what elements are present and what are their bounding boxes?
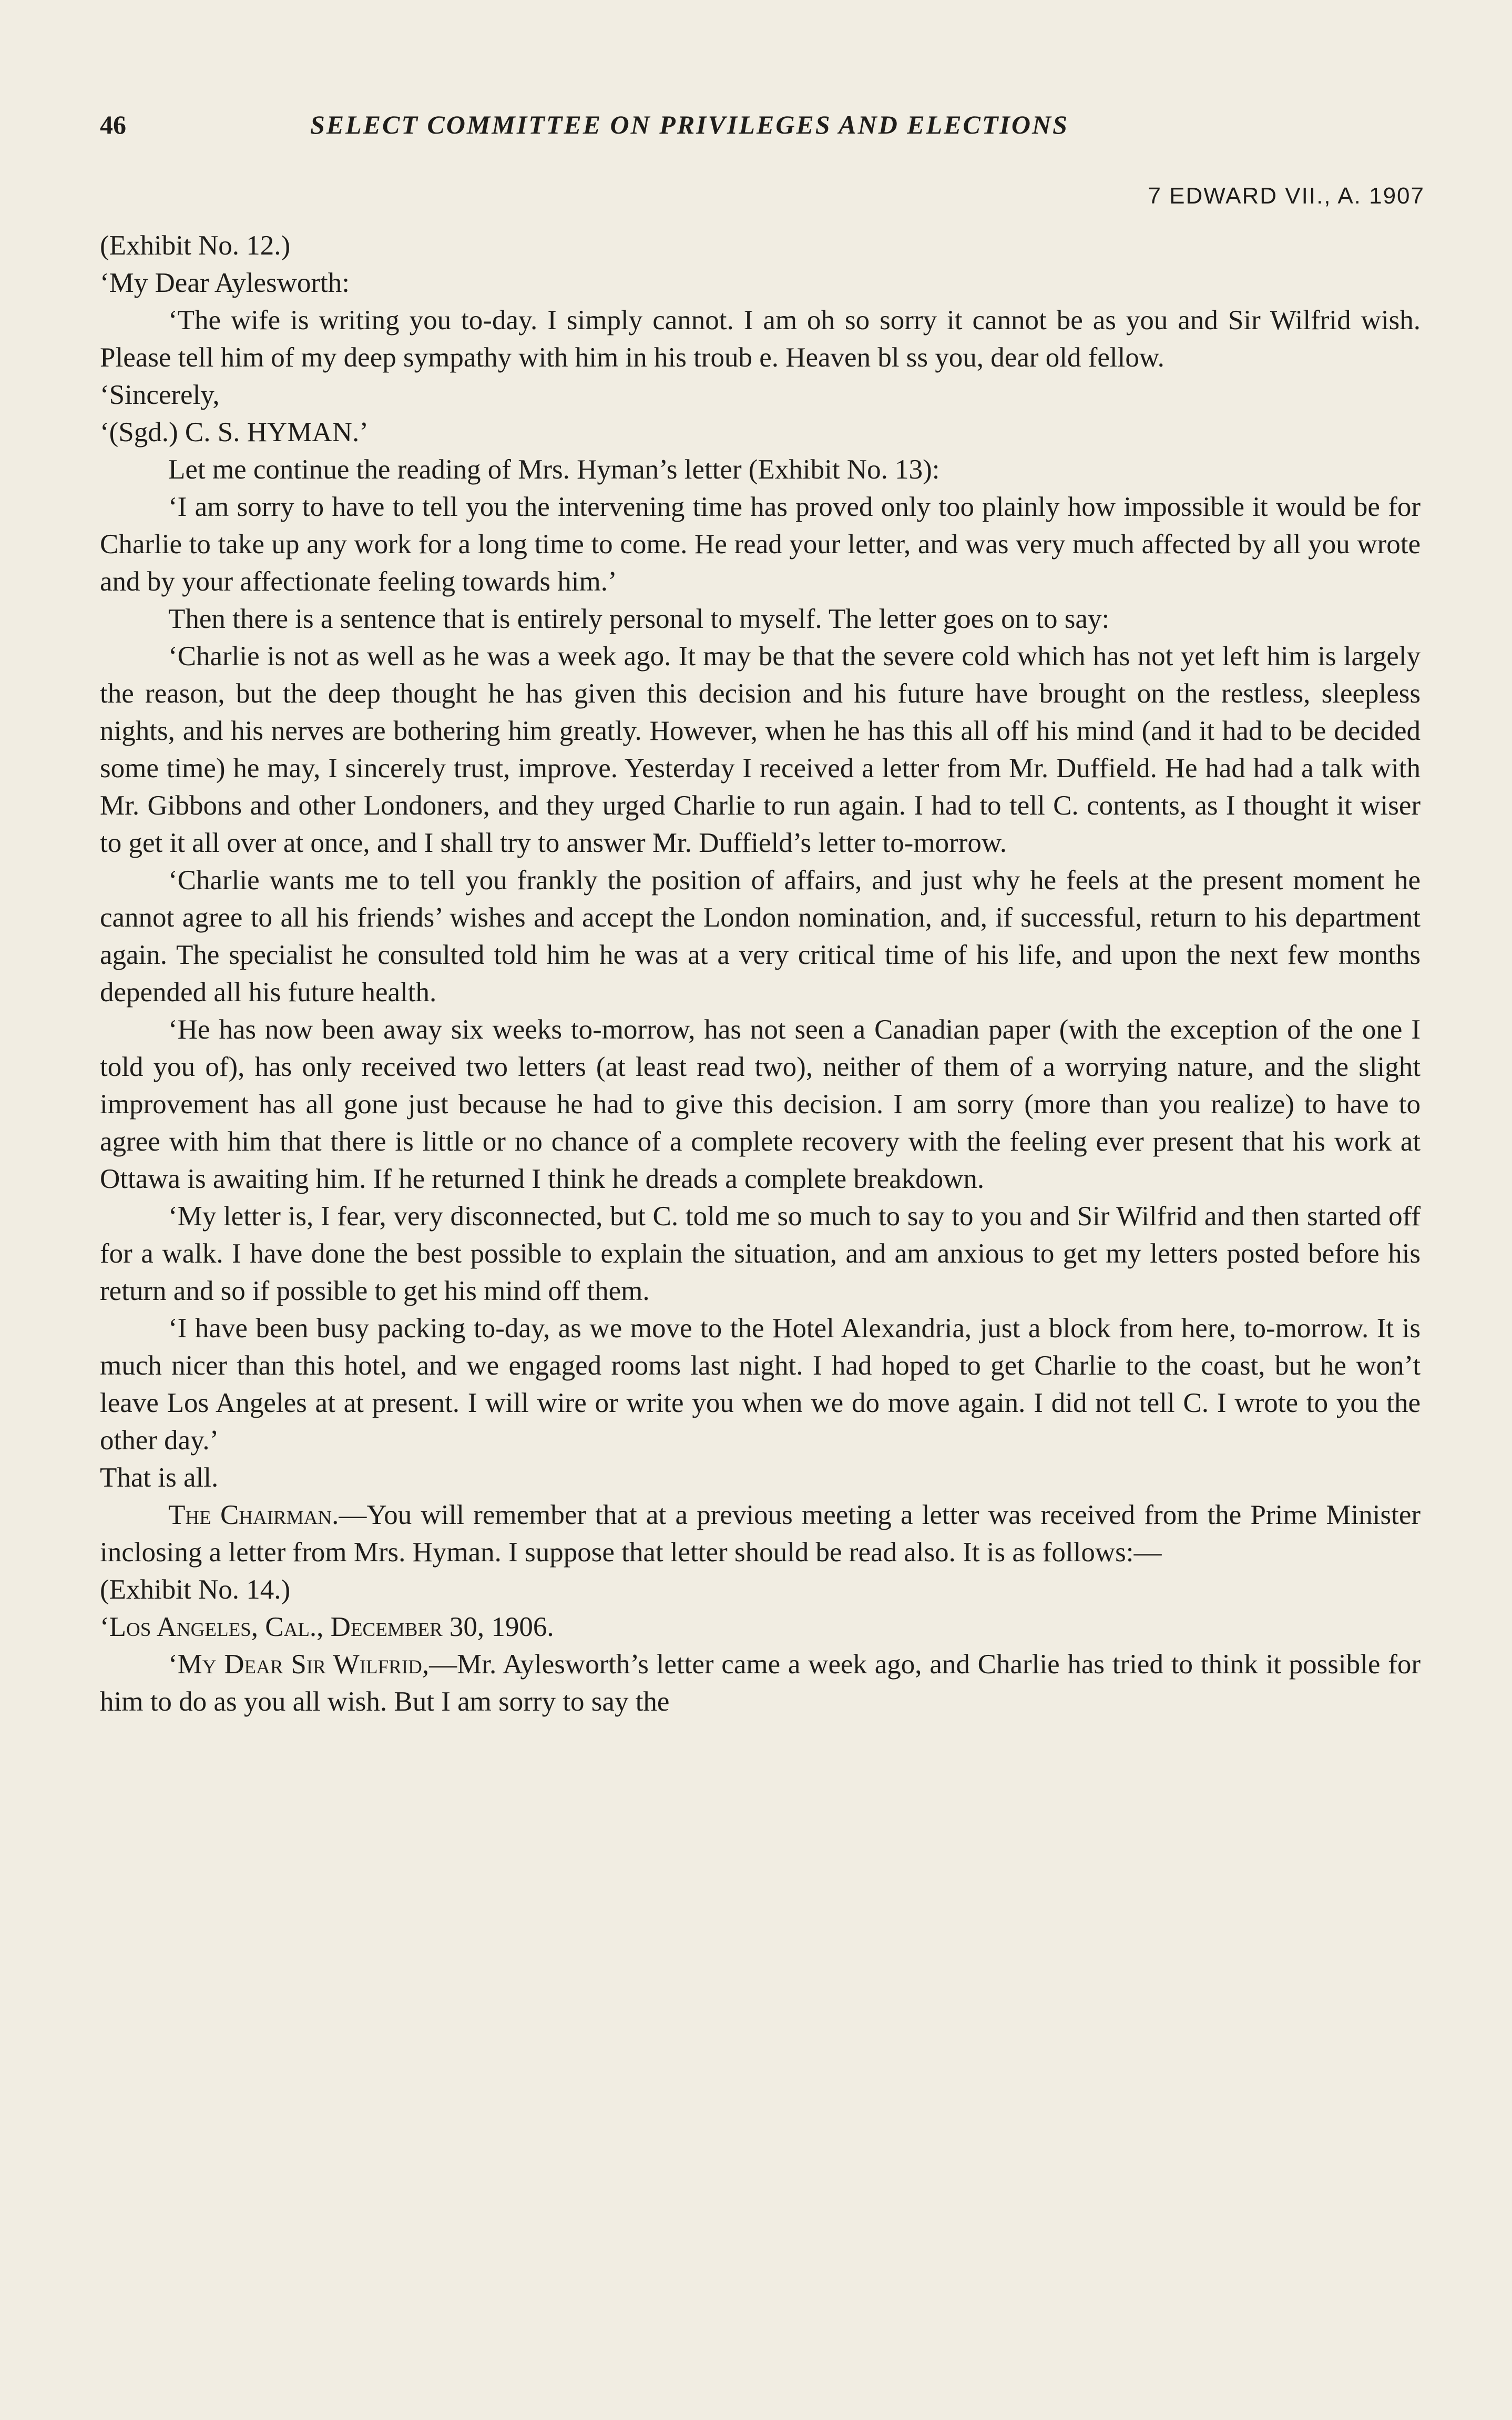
body-paragraph: That is all.: [100, 1462, 219, 1493]
running-title: SELECT COMMITTEE ON PRIVILEGES AND ELECTIONS: [310, 110, 1069, 139]
document-body: [100, 227, 1421, 1721]
body-paragraph: Then there is a sentence that is entirely personal to myself. The letter goes on to say:: [168, 604, 1110, 634]
quoted-paragraph: ‘I have been busy packing to-day, as we move to the Hotel Alexandria, just a block from here, to-morrow. It is much nicer than this hotel, and we engaged rooms last night. I had hoped to get Charlie to the coast, but he won’t leave Los Angeles at at present. I will wire or write you when we do move again. I did not tell C. I wrote to you the other day.’: [100, 1313, 1421, 1456]
quoted-paragraph: ‘My letter is, I fear, very disconnected, but C. told me so much to say to you and Sir Wilfrid and then started off for a walk. I have done the best possible to explain the situation, and am anxious to get my letters posted before his return and so if possible to get his mind off them.: [100, 1201, 1421, 1306]
page-number: 46: [100, 110, 126, 139]
chairman-remarks: —You will remember that at a previous meeting a letter was received from the Prime Minister inclosing a letter from Mrs. Hyman. I suppose that letter should be read also. It is as follows:—: [100, 1500, 1421, 1568]
letter-closing: ‘Sincerely,: [100, 380, 220, 410]
quoted-paragraph: ‘Charlie wants me to tell you frankly the position of affairs, and just why he feels at the present moment he cannot agree to all his friends’ wishes and accept the London nomination, and, if successful, return to his department again. The specialist he consulted told him he was at a very critical time of his life, and upon the next few months depended all his future health.: [100, 865, 1421, 1008]
exhibit-12-heading: (Exhibit No. 12.): [100, 230, 291, 261]
chairman-paragraph: [100, 1497, 1421, 1571]
edition-line: 7 EDWARD VII., A. 1907: [1148, 183, 1425, 209]
letter-signature: ‘(Sgd.) C. S. HYMAN.’: [100, 417, 369, 448]
letter-dateline: ‘Los Angeles, Cal., December 30, 1906.: [100, 1612, 554, 1642]
letter-salutation: ‘My Dear Sir Wilfrid,: [168, 1649, 430, 1680]
page-header: [100, 109, 1425, 209]
body-paragraph: Let me continue the reading of Mrs. Hyman’s letter (Exhibit No. 13):: [168, 454, 940, 485]
letter-text: —Mr. Aylesworth’s letter came a week ago, and Charlie has tried to think it possible for him to do as you all wish. But I am sorry to say the: [100, 1649, 1421, 1717]
letter-paragraph: ‘The wife is writing you to-day. I simply cannot. I am oh so sorry it cannot be as you and Sir Wilfrid wish. Please tell him of my deep sympathy with him in his troub e. Heaven bl ss you, dear old fellow.: [100, 305, 1421, 373]
exhibit-14-heading: (Exhibit No. 14.): [100, 1574, 291, 1605]
quoted-paragraph: ‘Charlie is not as well as he was a week ago. It may be that the severe cold which has not yet left him is largely the reason, but the deep thought he has given this decision and his future have brought on the restless, sleepless nights, and his nerves are bothering him greatly. However, when he has this all off his mind (and it had to be decided some time) he may, I sincerely trust, improve. Yesterday I received a letter from Mr. Duffield. He had had a talk with Mr. Gibbons and other Londoners, and they urged Charlie to run again. I had to tell C. contents, as I thought it wiser to get it all over at once, and I shall try to answer Mr. Duffield’s letter to-morrow.: [100, 641, 1421, 858]
letter-opening-paragraph: [100, 1646, 1421, 1721]
speaker-name: The Chairman.: [168, 1500, 339, 1530]
quoted-paragraph: ‘I am sorry to have to tell you the intervening time has proved only too plainly how impossible it would be for Charlie to take up any work for a long time to come. He read your letter, and was very much affected by all you wrote and by your affectionate feeling towards him.’: [100, 492, 1421, 597]
letter-salutation: ‘My Dear Aylesworth:: [100, 268, 350, 298]
quoted-paragraph: ‘He has now been away six weeks to-morrow, has not seen a Canadian paper (with the exception of the one I told you of), has only received two letters (at least read two), neither of them of a worrying nature, and the slight improvement has all gone just because he had to give this decision. I am sorry (more than you realize) to have to agree with him that there is little or no chance of a complete recovery with the feeling ever present that his work at Ottawa is awaiting him. If he returned I think he dreads a complete breakdown.: [100, 1014, 1421, 1194]
